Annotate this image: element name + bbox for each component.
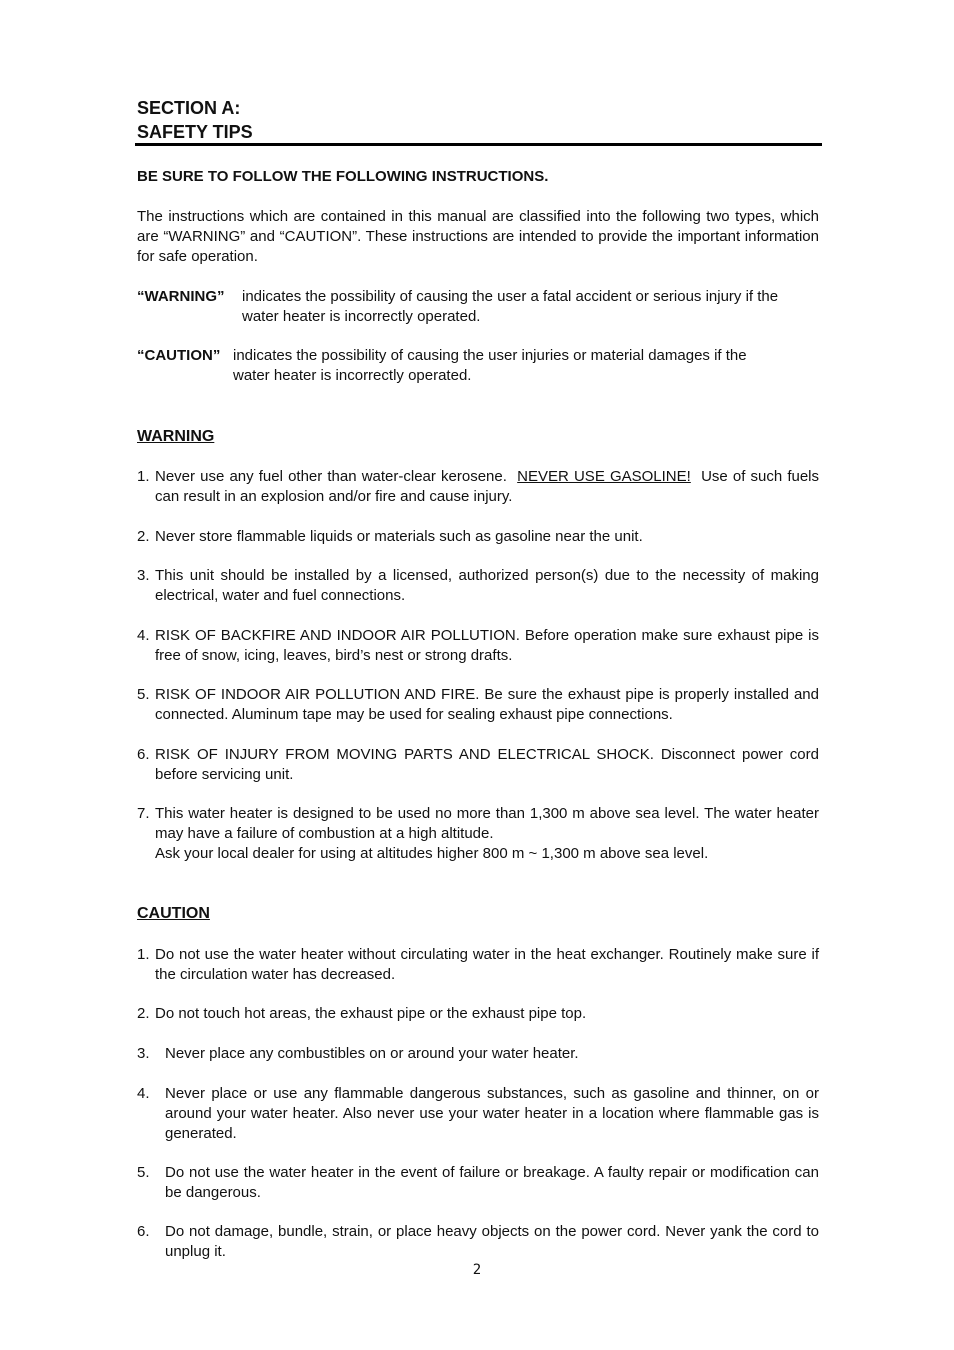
item-number: 3. xyxy=(137,567,150,584)
item-number: 6. xyxy=(137,746,150,763)
item-number: 7. xyxy=(137,805,150,822)
definition-line: indicates the possibility of causing the user a fatal accident or serious injury if the xyxy=(242,288,779,305)
item-text-start: Never use any fuel other than water-clear kerosene. xyxy=(155,468,507,485)
item-number: 1. xyxy=(137,468,150,485)
item-text: Do not touch hot areas, the exhaust pipe or the exhaust pipe top. xyxy=(155,1005,587,1022)
item-text: RISK OF INDOOR AIR POLLUTION AND FIRE. Be sure the exhaust pipe is properly installed and connected. Aluminum tape may be used for sealing exhaust pipe connections. xyxy=(155,686,819,723)
section-subtitle: SAFETY TIPS xyxy=(137,122,253,142)
item-text: Never place or use any flammable dangerous substances, such as gasoline and thinner, on or around your water heater. Also never use your water heater in a location where flammable gas is generated. xyxy=(165,1085,819,1142)
item-number: 5. xyxy=(137,1164,150,1181)
item-text-note: Ask your local dealer for using at altitudes higher 800 m ~ 1,300 m above sea level. xyxy=(155,845,709,862)
item-number: 2. xyxy=(137,528,150,545)
item-text: RISK OF INJURY FROM MOVING PARTS AND ELECTRICAL SHOCK. Disconnect power cord before servicing unit. xyxy=(155,746,819,783)
item-number: 3. xyxy=(137,1045,150,1062)
definition-line: indicates the possibility of causing the user injuries or material damages if the xyxy=(233,347,747,364)
section-label: SECTION A: xyxy=(137,98,241,118)
item-emphasis: NEVER USE GASOLINE! xyxy=(517,468,691,485)
caution-heading: CAUTION xyxy=(137,905,210,922)
item-text xyxy=(155,804,819,864)
definition-text-warning xyxy=(242,287,822,327)
item-number: 6. xyxy=(137,1223,150,1240)
page-number: 2 xyxy=(472,1262,482,1278)
item-text: Never store flammable liquids or materials such as gasoline near the unit. xyxy=(155,528,643,545)
definition-text-caution xyxy=(233,346,813,386)
item-text-main: This water heater is designed to be used no more than 1,300 m above sea level. The water heater may have a failure of combustion at a high altitude. xyxy=(155,805,819,842)
item-text-end: Use of such fuels can result in an explosion and/or fire and cause injury. xyxy=(155,468,820,505)
item-number: 4. xyxy=(137,627,150,644)
item-text: RISK OF BACKFIRE AND INDOOR AIR POLLUTION. Before operation make sure exhaust pipe is free of snow, icing, leaves, bird’s nest or strong drafts. xyxy=(155,627,819,664)
item-text: Never place any combustibles on or around your water heater. xyxy=(165,1045,579,1062)
item-text xyxy=(155,467,819,507)
definition-line: water heater is incorrectly operated. xyxy=(242,308,481,325)
section-divider xyxy=(135,143,822,146)
definition-term-warning: “WARNING” xyxy=(137,288,225,305)
item-text: Do not use the water heater without circulating water in the heat exchanger. Routinely make sure if the circulation water has decreased. xyxy=(155,946,819,983)
intro-paragraph: The instructions which are contained in this manual are classified into the following two types, which are “WARNING” and “CAUTION”. These instructions are intended to provide the important information for safe operation. xyxy=(137,208,819,265)
item-number: 1. xyxy=(137,946,150,963)
intro-headline: BE SURE TO FOLLOW THE FOLLOWING INSTRUCTIONS. xyxy=(137,168,549,185)
definition-term-caution: “CAUTION” xyxy=(137,347,221,364)
item-number: 2. xyxy=(137,1005,150,1022)
item-text: Do not use the water heater in the event of failure or breakage. A faulty repair or modification can be dangerous. xyxy=(165,1164,819,1201)
item-text: Do not damage, bundle, strain, or place heavy objects on the power cord. Never yank the cord to unplug it. xyxy=(165,1223,819,1260)
definition-line: water heater is incorrectly operated. xyxy=(233,367,472,384)
item-text: This unit should be installed by a licensed, authorized person(s) due to the necessity of making electrical, water and fuel connections. xyxy=(155,567,819,604)
warning-heading: WARNING xyxy=(137,428,215,445)
section-title xyxy=(137,96,253,144)
item-number: 4. xyxy=(137,1085,150,1102)
item-number: 5. xyxy=(137,686,150,703)
